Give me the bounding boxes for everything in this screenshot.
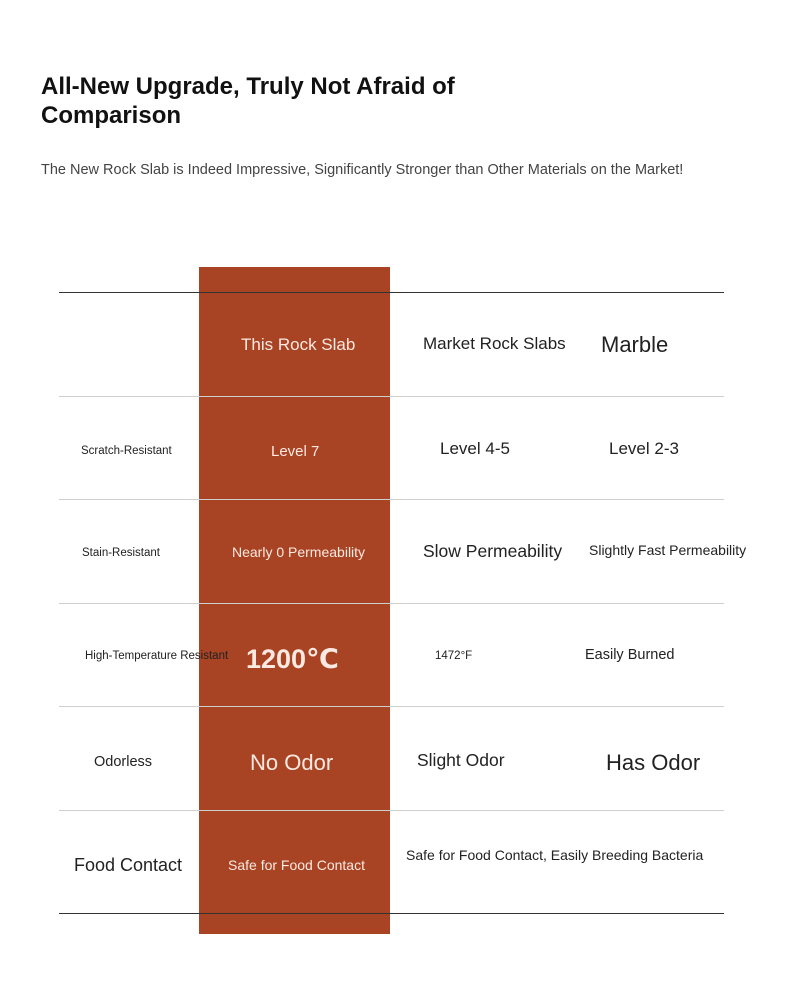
row-label-stain-resistant: Stain-Resistant (82, 547, 160, 559)
market-slabs-stain-value: Slow Permeability (423, 541, 563, 561)
table-bottom-border (59, 913, 724, 914)
column-header-marble: Marble (601, 332, 669, 357)
page-subtitle: The New Rock Slab is Indeed Impressive, Significantly Stronger than Other Materials on the Market! (41, 162, 684, 178)
row-divider (59, 810, 724, 811)
row-label-scratch-resistant: Scratch-Resistant (81, 445, 172, 457)
column-header-market-slabs: Market Rock Slabs (423, 334, 566, 353)
table-top-border (59, 292, 724, 293)
row-label-high-temperature-resistant: High-Temperature Resistant (85, 650, 229, 662)
row-label-food-contact: Food Contact (74, 855, 183, 875)
this-slab-food-contact-value: Safe for Food Contact (228, 857, 365, 873)
row-divider (59, 396, 724, 397)
market-slabs-odor-value: Slight Odor (417, 750, 505, 770)
row-divider (59, 603, 724, 604)
market-slabs-food-contact-value: Safe for Food Contact, Easily Breeding Bacteria (406, 847, 704, 863)
this-rock-slab-column (199, 267, 390, 934)
row-divider (59, 706, 724, 707)
row-label-odorless: Odorless (94, 754, 153, 770)
market-slabs-temperature-value: 1472°F (435, 650, 473, 662)
this-slab-stain-value: Nearly 0 Permeability (232, 544, 366, 560)
row-divider (59, 499, 724, 500)
marble-odor-value: Has Odor (606, 750, 701, 775)
marble-stain-value: Slightly Fast Permeability (589, 542, 747, 558)
this-slab-odor-value: No Odor (250, 750, 334, 775)
marble-scratch-value: Level 2-3 (609, 439, 679, 458)
column-header-this-slab: This Rock Slab (241, 335, 356, 354)
marble-temperature-value: Easily Burned (585, 647, 675, 663)
market-slabs-scratch-value: Level 4-5 (440, 439, 510, 458)
this-slab-scratch-value: Level 7 (271, 443, 320, 460)
this-slab-temperature-value: 1200℃ (246, 644, 339, 674)
page-title: All-New Upgrade, Truly Not Afraid of Comparison (41, 73, 455, 129)
